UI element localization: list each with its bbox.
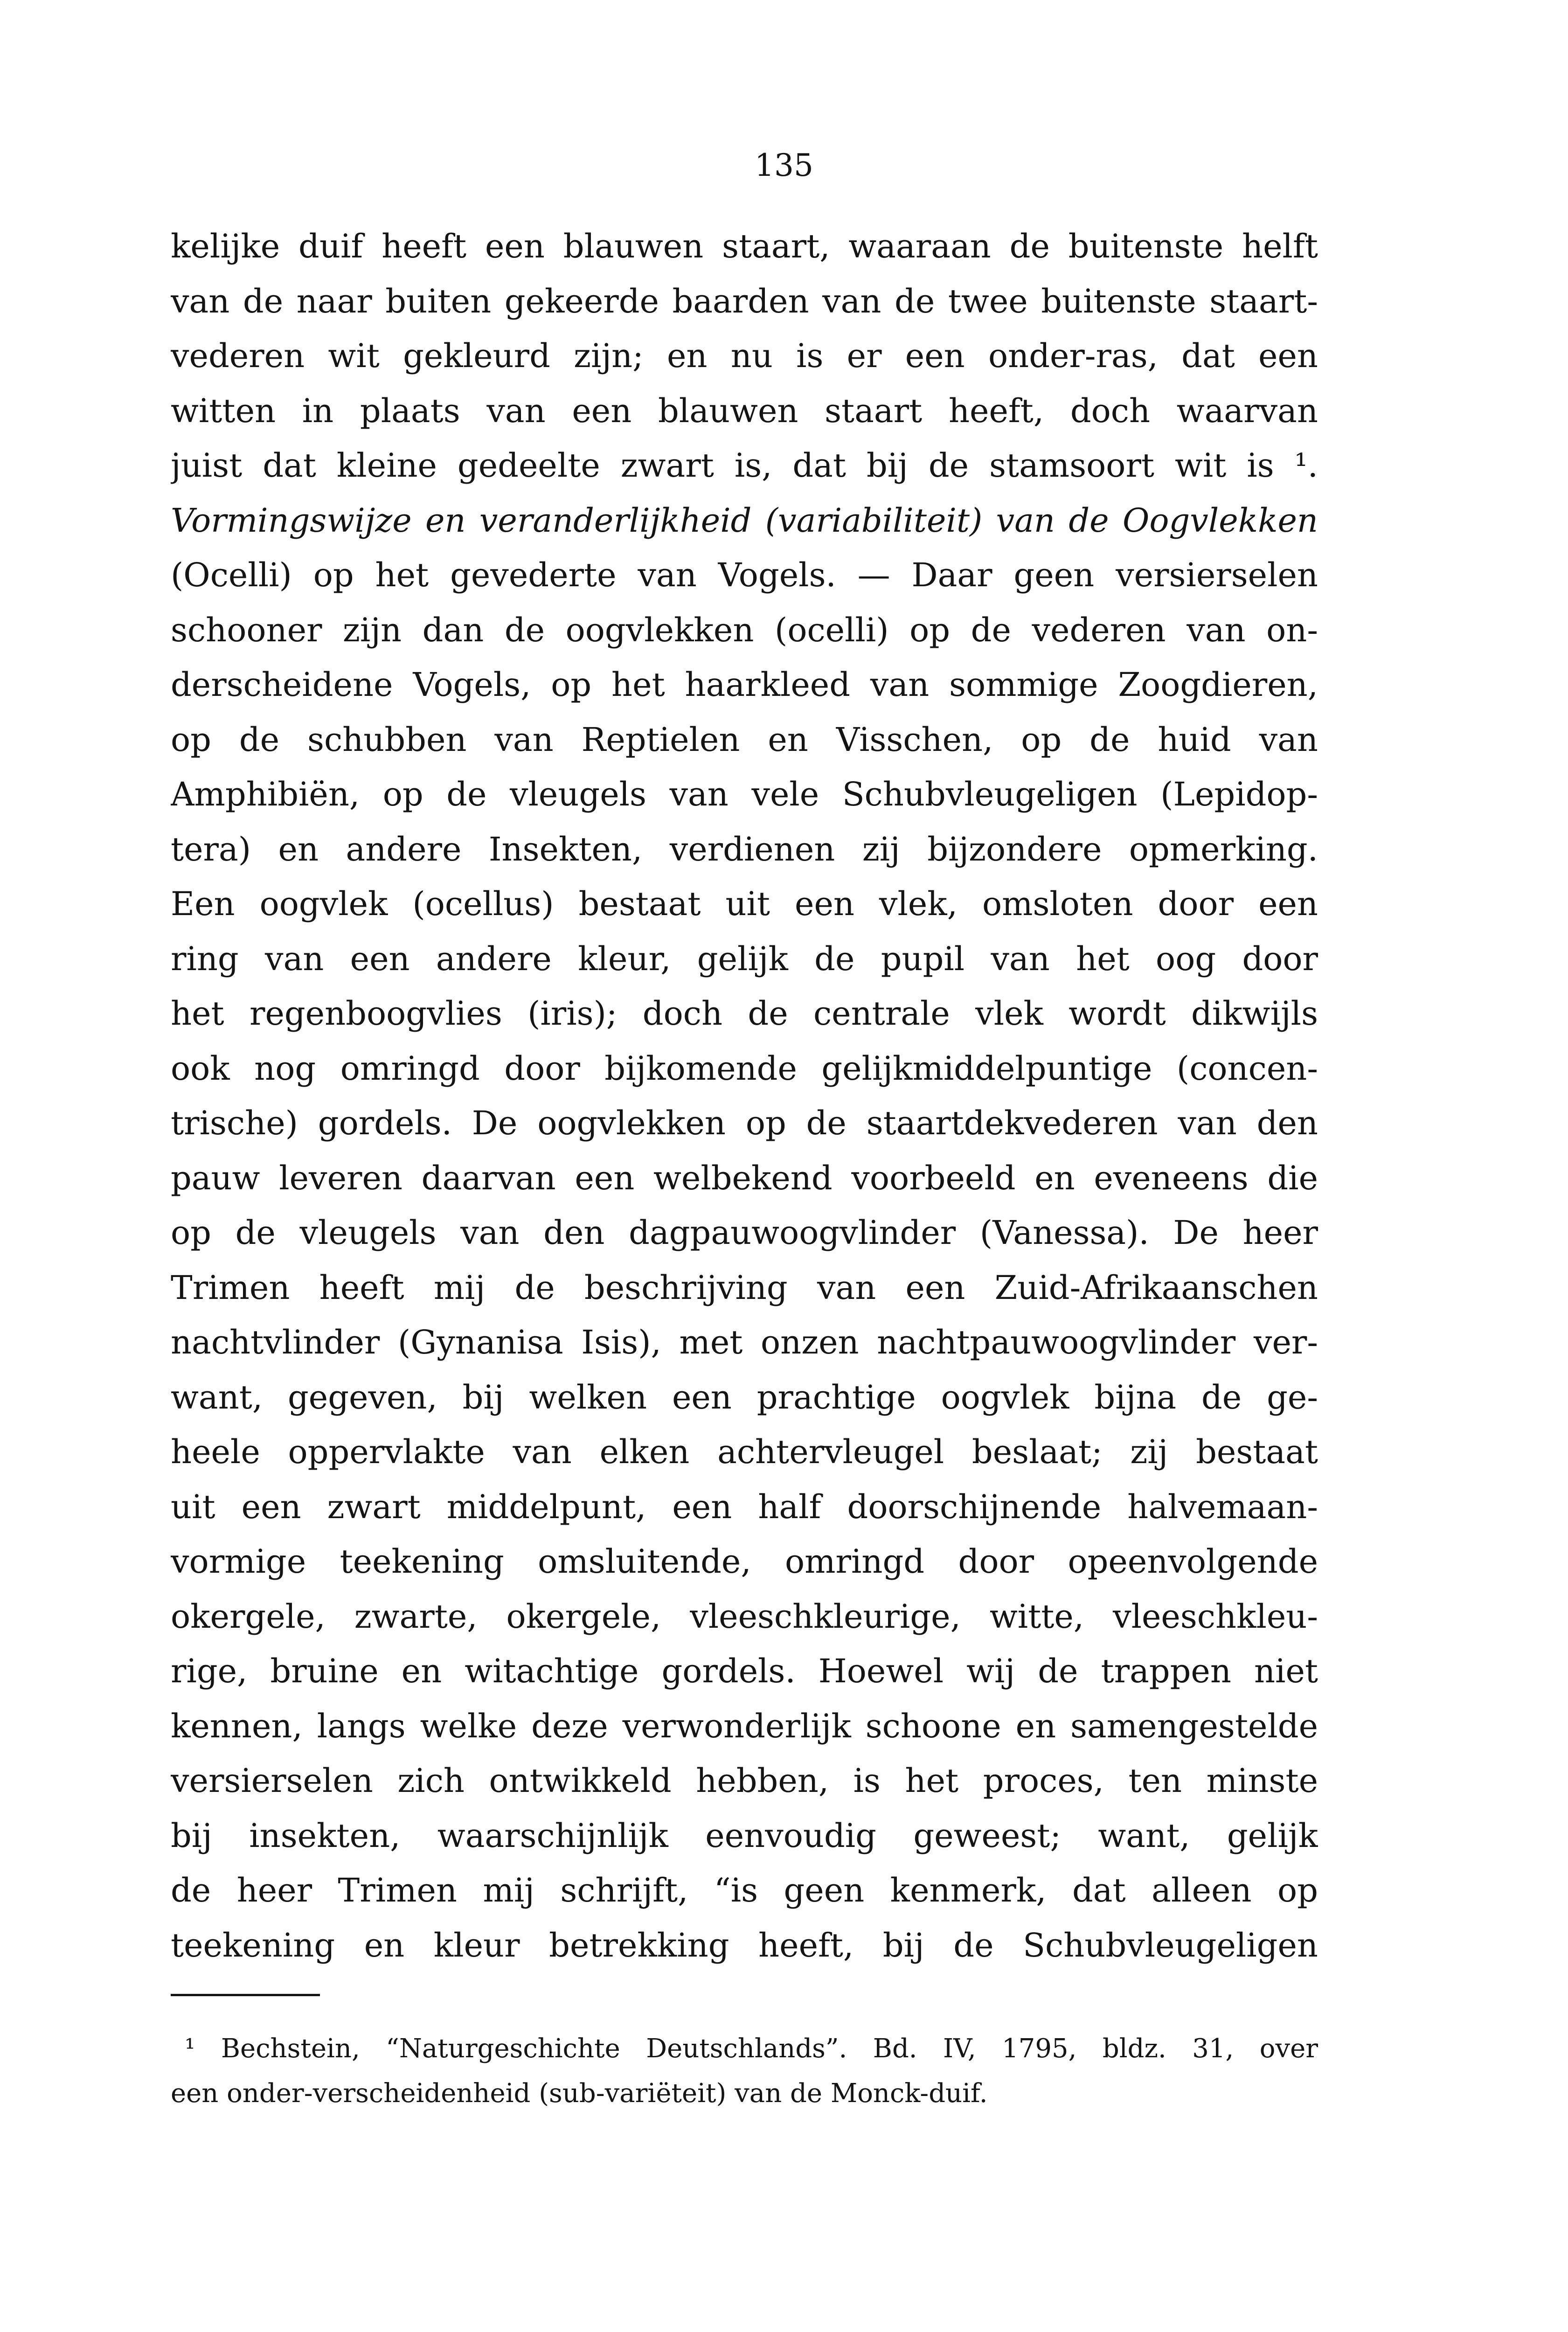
text-line: trische) gordels. De oogvlekken op de staartdekvederen van den <box>171 1104 1318 1142</box>
text-line: derscheidene Vogels, op het haarkleed van sommige Zoogdieren, <box>171 666 1318 704</box>
body-text <box>171 219 1318 1973</box>
text-line: nachtvlinder (Gynanisa Isis), met onzen nachtpauwoogvlinder ver- <box>171 1323 1318 1361</box>
text-line: op de vleugels van den dagpauwoogvlinder (Vanessa). De heer <box>171 1214 1318 1252</box>
text-line: vormige teekening omsluitende, omringd door opeenvolgende <box>171 1542 1318 1581</box>
text-line: teekening en kleur betrekking heeft, bij de Schubvleugeligen <box>171 1926 1318 1964</box>
text-line: Amphibiën, op de vleugels van vele Schubvleugeligen (Lepidop- <box>171 775 1318 813</box>
footnote-line: ¹ Bechstein, “Naturgeschichte Deutschlands”. Bd. IV, 1795, bldz. 31, over <box>185 2034 1318 2064</box>
footnotes <box>171 2027 1318 2116</box>
text-line: ook nog omringd door bijkomende gelijkmiddelpuntige (concen- <box>171 1049 1318 1088</box>
text-line: juist dat kleine gedeelte zwart is, dat bij de stamsoort wit is ¹. <box>171 446 1318 485</box>
text-line: versierselen zich ontwikkeld hebben, is het proces, ten minste <box>171 1762 1318 1800</box>
text-line: op de schubben van Reptielen en Visschen, op de huid van <box>171 720 1318 759</box>
text-line: het regenboogvlies (iris); doch de centrale vlek wordt dikwijls <box>171 994 1318 1033</box>
text-line: bij insekten, waarschijnlijk eenvoudig geweest; want, gelijk <box>171 1816 1318 1855</box>
text-line: okergele, zwarte, okergele, vleeschkleurige, witte, vleeschkleu- <box>171 1597 1318 1636</box>
text-line: rige, bruine en witachtige gordels. Hoewel wij de trappen niet <box>171 1652 1318 1690</box>
footnote-line: een onder-verscheidenheid (sub-variëteit) van de Monck-duif. <box>171 2078 988 2109</box>
text-line: witten in plaats van een blauwen staart heeft, doch waarvan <box>171 391 1318 430</box>
text-line: Vormingswijze en veranderlijkheid (variabiliteit) van de Oogvlekken <box>171 501 1318 540</box>
text-line: ring van een andere kleur, gelijk de pupil van het oog door <box>171 939 1318 978</box>
text-line: Een oogvlek (ocellus) bestaat uit een vlek, omsloten door een <box>171 885 1318 923</box>
text-line: schooner zijn dan de oogvlekken (ocelli) op de vederen van on- <box>171 611 1318 649</box>
text-line: pauw leveren daarvan een welbekend voorbeeld en eveneens die <box>171 1159 1318 1197</box>
text-line: tera) en andere Insekten, verdienen zij bijzondere opmerking. <box>171 830 1318 868</box>
text-line: de heer Trimen mij schrijft, “is geen kenmerk, dat alleen op <box>171 1871 1318 1909</box>
text-line: kennen, langs welke deze verwonderlijk schoone en samengestelde <box>171 1707 1318 1745</box>
text-line: vederen wit gekleurd zijn; en nu is er een onder-ras, dat een <box>171 337 1318 375</box>
page-number: 135 <box>755 147 813 183</box>
text-line: uit een zwart middelpunt, een half doorschijnende halvemaan- <box>171 1487 1318 1526</box>
text-line: Trimen heeft mij de beschrijving van een Zuid-Afrikaanschen <box>171 1268 1318 1307</box>
footnote-divider <box>171 1994 320 1996</box>
text-line: kelijke duif heeft een blauwen staart, waaraan de buitenste helft <box>171 227 1318 265</box>
text-line: (Ocelli) op het gevederte van Vogels. — Daar geen versierselen <box>171 556 1318 594</box>
text-line: van de naar buiten gekeerde baarden van de twee buitenste staart- <box>171 282 1318 320</box>
text-line: want, gegeven, bij welken een prachtige oogvlek bijna de ge- <box>171 1378 1318 1416</box>
text-line: heele oppervlakte van elken achtervleugel beslaat; zij bestaat <box>171 1433 1318 1471</box>
